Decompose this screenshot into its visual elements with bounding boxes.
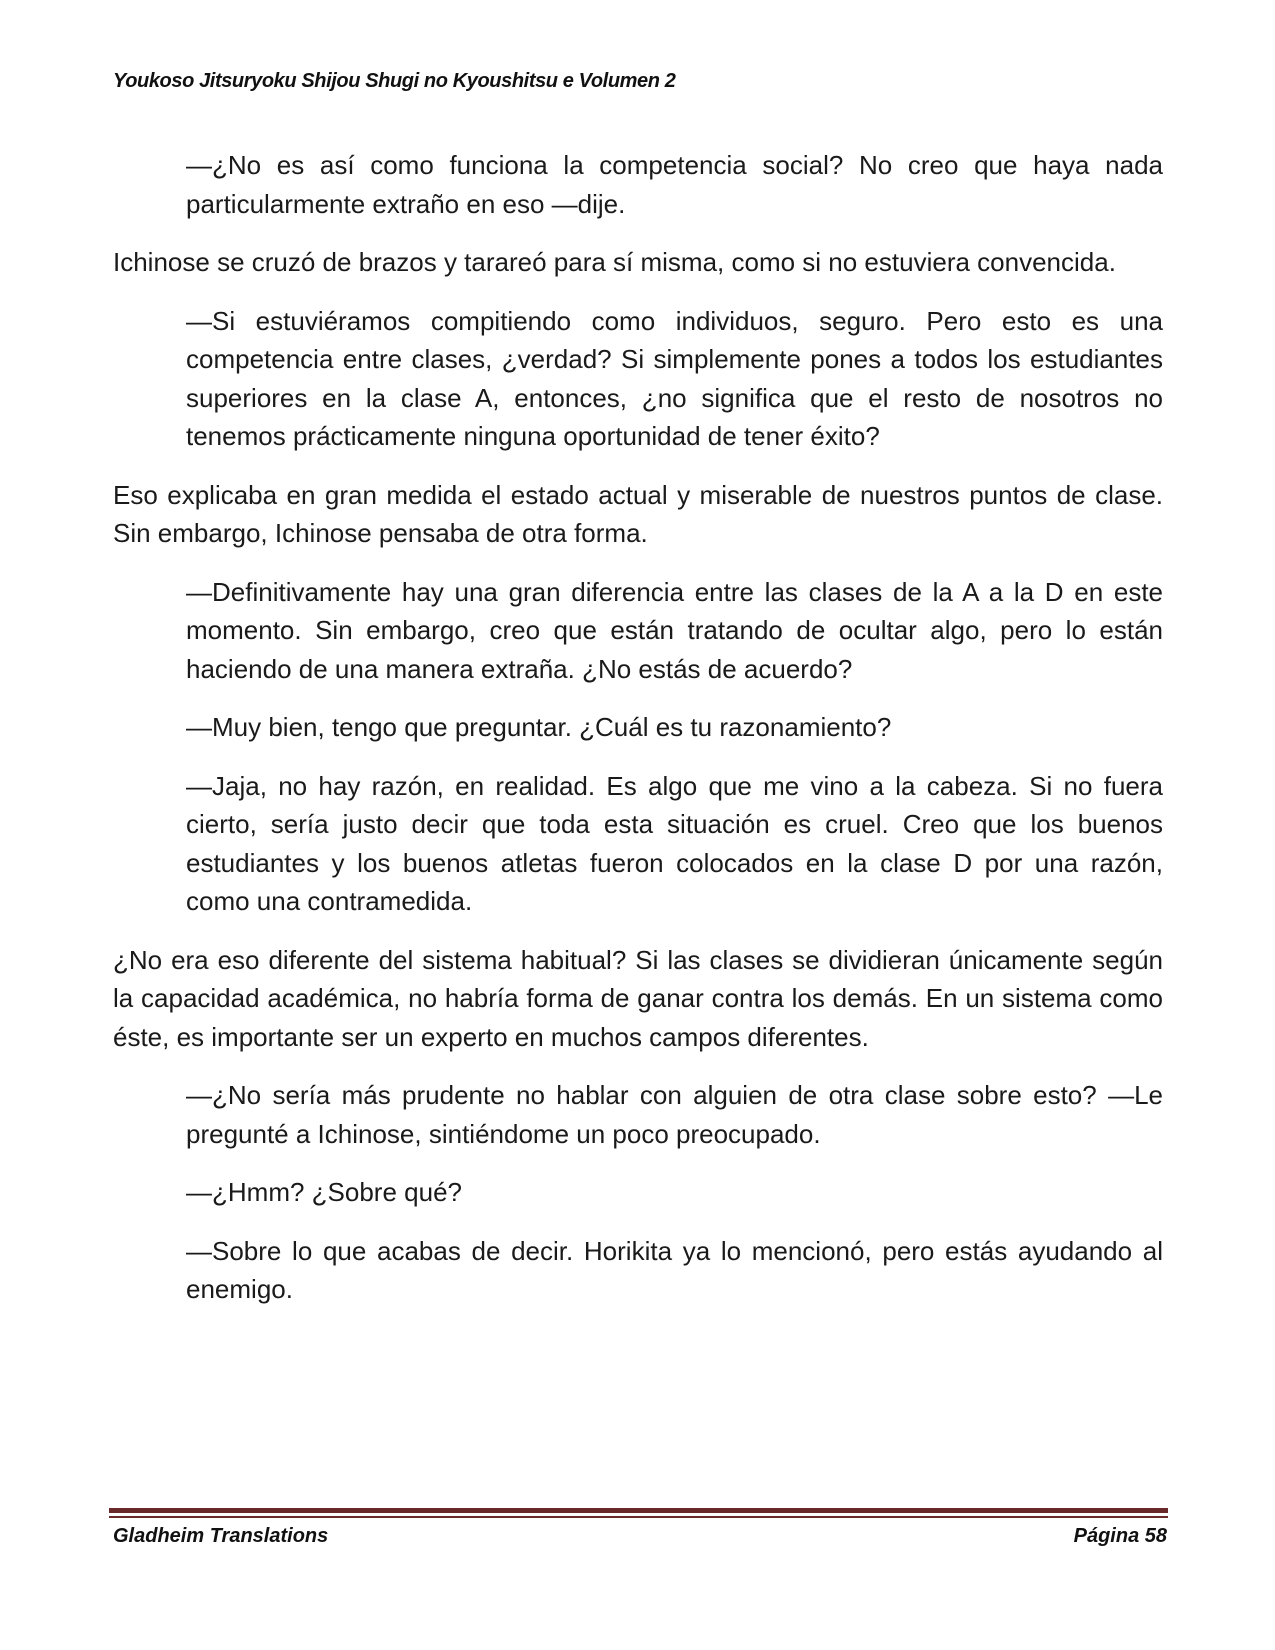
dialog-paragraph: —Si estuviéramos compitiendo como individuos, seguro. Pero esto es una competencia entre clases, ¿verdad? Si simplemente pones a todos los estudiantes superiores en la clase A, entonces, ¿no significa que el resto de nosotros no tenemos prácticamente ninguna oportunidad de tener éxito? xyxy=(186,305,1163,451)
narration-paragraph: Eso explicaba en gran medida el estado actual y miserable de nuestros puntos de clase. Sin embargo, Ichinose pensaba de otra forma. xyxy=(113,479,1163,548)
footer-divider-thick xyxy=(109,1508,1168,1513)
dialog-paragraph: —Muy bien, tengo que preguntar. ¿Cuál es tu razonamiento? xyxy=(186,712,892,742)
narration-paragraph: ¿No era eso diferente del sistema habitual? Si las clases se dividieran únicamente según la capacidad académica, no habría forma de ganar contra los demás. En un sistema como éste, es importante ser un experto en muchos campos diferentes. xyxy=(113,944,1163,1052)
dialog-paragraph: —¿Hmm? ¿Sobre qué? xyxy=(186,1177,462,1207)
dialog-paragraph: —¿No sería más prudente no hablar con alguien de otra clase sobre esto? —Le pregunté a Ichinose, sintiéndome un poco preocupado. xyxy=(186,1080,1163,1149)
dialog-paragraph: —¿No es así como funciona la competencia social? No creo que haya nada particularmente extraño en eso —dije. xyxy=(186,150,1163,219)
narration-paragraph: Ichinose se cruzó de brazos y tarareó para sí misma, como si no estuviera convencida. xyxy=(113,247,1116,277)
page-header-title: Youkoso Jitsuryoku Shijou Shugi no Kyoushitsu e Volumen 2 xyxy=(113,70,676,92)
footer-divider xyxy=(109,1508,1168,1518)
dialog-paragraph: —Definitivamente hay una gran diferencia entre las clases de la A a la D en este momento. Sin embargo, creo que están tratando de ocultar algo, pero lo están haciendo de una manera extraña. ¿No estás de acuerdo? xyxy=(186,576,1163,684)
footer-divider-thin xyxy=(109,1516,1168,1518)
page-body xyxy=(113,146,1163,1329)
dialog-paragraph: —Jaja, no hay razón, en realidad. Es algo que me vino a la cabeza. Si no fuera cierto, sería justo decir que toda esta situación es cruel. Creo que los buenos estudiantes y los buenos atletas fueron colocados en la clase D por una razón, como una contramedida. xyxy=(186,770,1163,916)
footer-page-number: Página 58 xyxy=(1073,1525,1167,1547)
dialog-paragraph: —Sobre lo que acabas de decir. Horikita ya lo mencionó, pero estás ayudando al enemigo. xyxy=(186,1235,1163,1304)
footer-publisher: Gladheim Translations xyxy=(113,1525,329,1547)
